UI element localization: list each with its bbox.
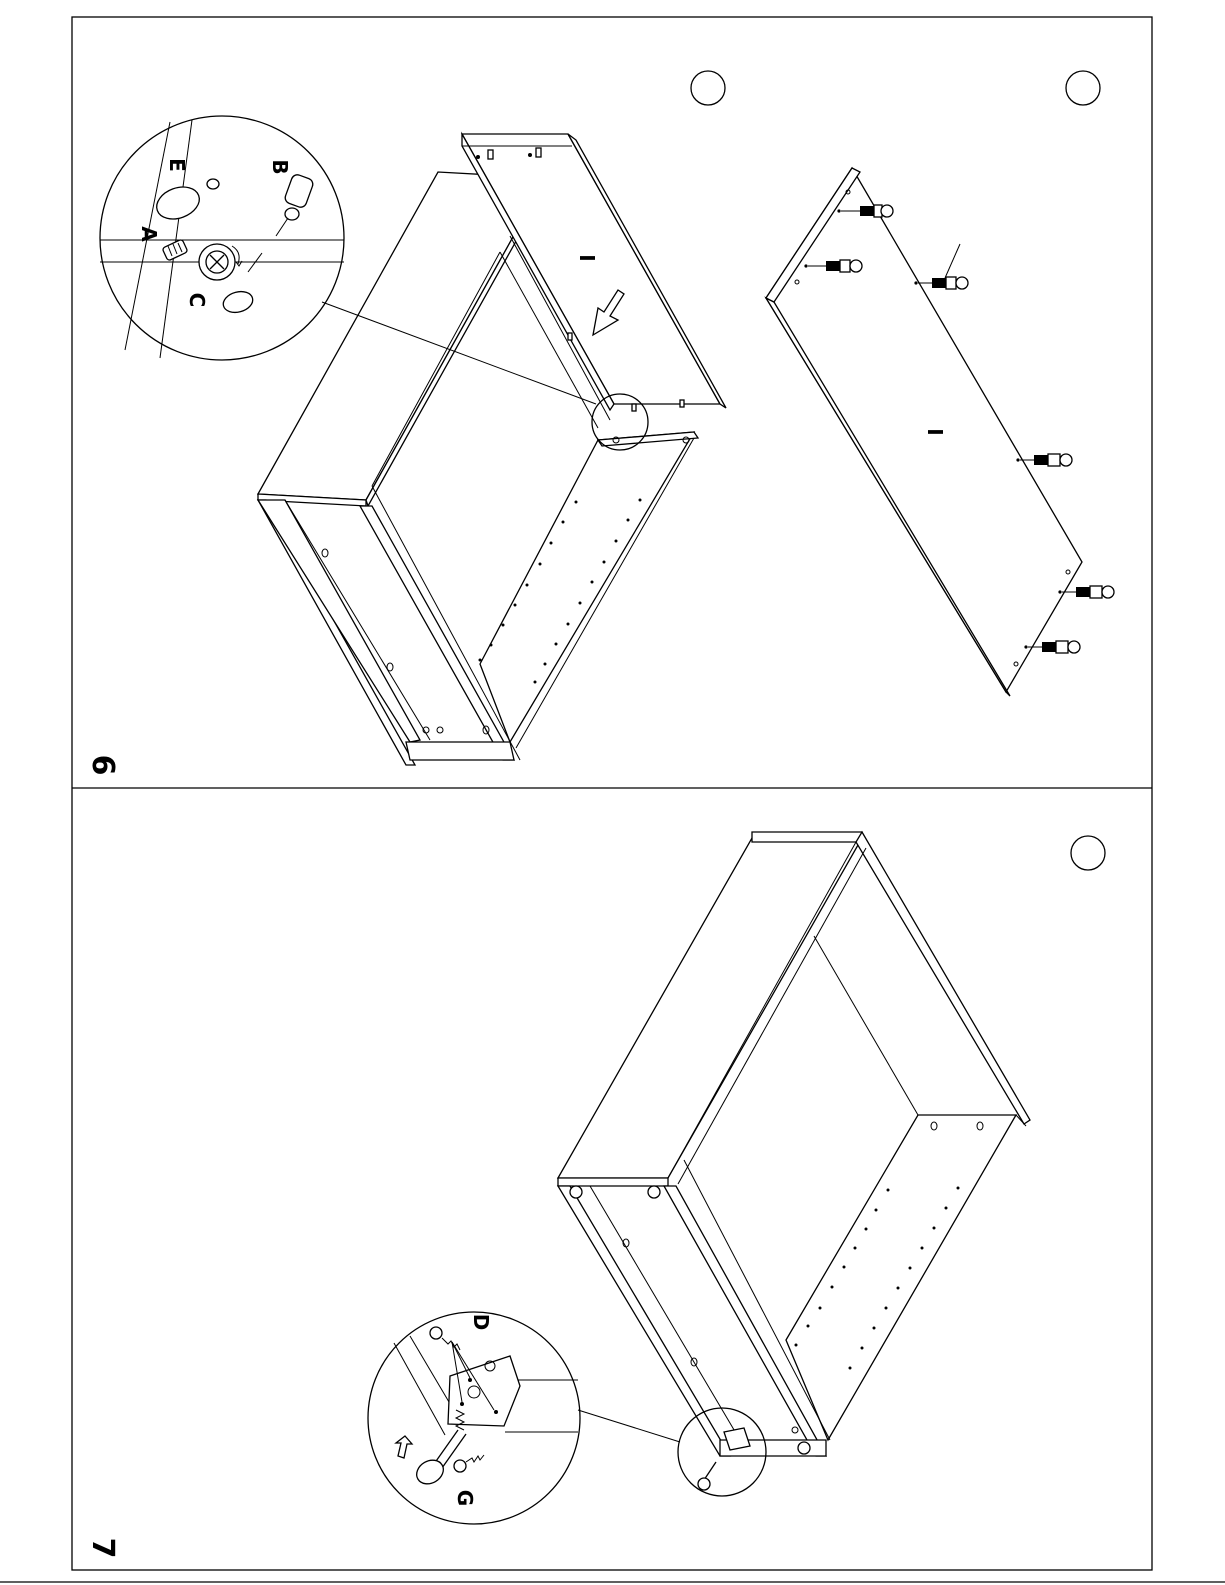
bolt-b bbox=[276, 173, 314, 236]
panel-with-bolts bbox=[766, 168, 1114, 696]
part-label-g: G bbox=[453, 1489, 477, 1507]
up-arrow bbox=[396, 1436, 412, 1458]
cam-bolt bbox=[914, 244, 968, 289]
panel-mark: I bbox=[923, 428, 947, 436]
side-panel-insert bbox=[462, 134, 726, 411]
step-7-number: 7 bbox=[85, 1537, 120, 1559]
quantity-circle bbox=[1066, 71, 1100, 105]
part-label-a: A bbox=[137, 226, 161, 242]
part-label-d: D bbox=[469, 1313, 493, 1331]
part-label-b: B bbox=[268, 159, 292, 175]
step-6 bbox=[85, 71, 1114, 775]
callout-cam-lock bbox=[100, 116, 344, 360]
panel-mark: I bbox=[575, 254, 599, 262]
screw-d bbox=[430, 1327, 460, 1350]
quantity-circle bbox=[1071, 836, 1105, 870]
part-label-c: C bbox=[185, 292, 209, 308]
dowel-a bbox=[162, 239, 188, 261]
carcass-step-7 bbox=[558, 832, 1030, 1490]
screw-d bbox=[454, 1455, 484, 1472]
step-6-number: 6 bbox=[85, 754, 120, 776]
part-label-e: E bbox=[165, 158, 189, 172]
step-7 bbox=[85, 832, 1105, 1558]
leader-line bbox=[578, 1410, 680, 1442]
quantity-circle bbox=[691, 71, 725, 105]
